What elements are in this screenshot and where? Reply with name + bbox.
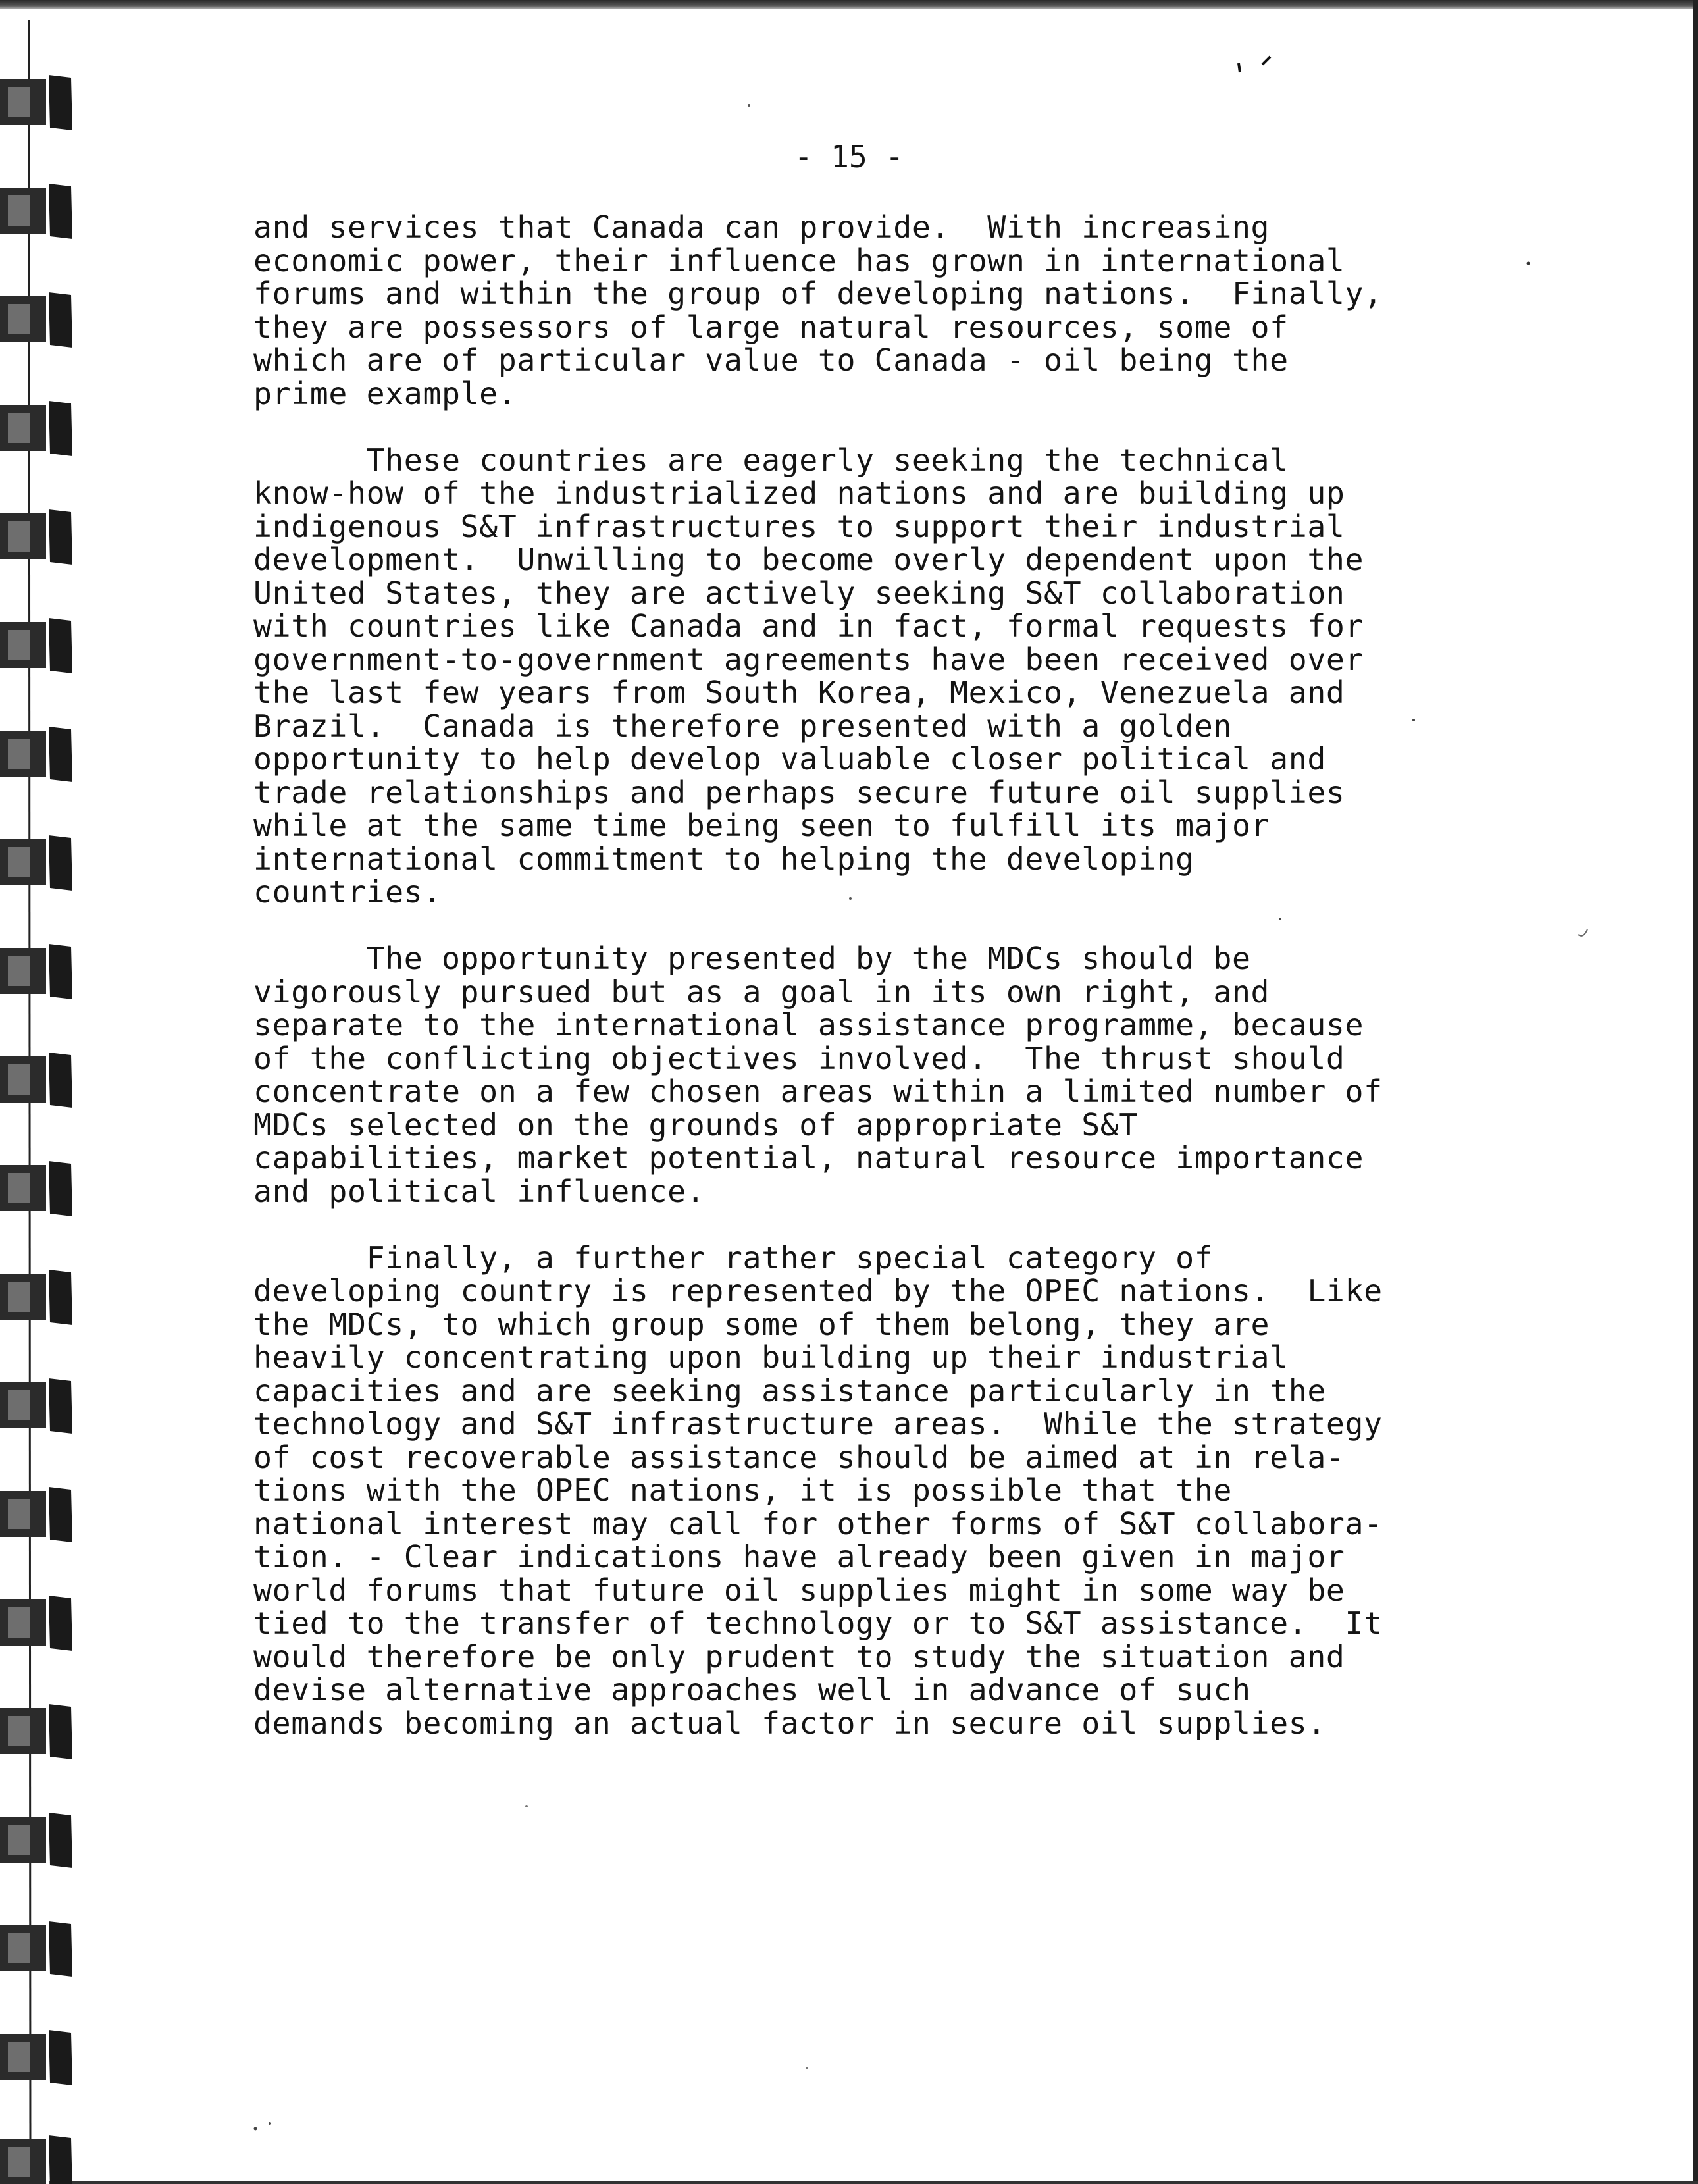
text-line: The opportunity presented by the MDCs should be [253, 941, 1251, 976]
text-line: United States, they are actively seeking S&T collaboration [253, 575, 1345, 611]
binding-ring [0, 1487, 72, 1542]
text-line: would therefore be only prudent to study the situation and [253, 1638, 1345, 1675]
text-line: which are of particular value to Canada - oil being the [253, 342, 1289, 378]
binding-ring [0, 184, 72, 239]
binding-ring [0, 1704, 72, 1759]
text-line: international commitment to helping the developing [253, 841, 1195, 877]
binding-ring [0, 2030, 72, 2085]
binding-ring [0, 75, 72, 130]
binding-ring [0, 727, 72, 782]
text-line: economic power, their influence has grown in international [253, 242, 1345, 278]
text-line: know-how of the industrialized nations and are building up [253, 475, 1345, 511]
document-body [253, 211, 1688, 1773]
binding-ring [0, 2135, 72, 2184]
binding-ring [0, 1161, 72, 1216]
text-line: prime example. [253, 375, 517, 411]
text-line: tied to the transfer of technology or to S&T assistance. It [253, 1605, 1383, 1641]
binding-ring [0, 1378, 72, 1434]
text-line: MDCs selected on the grounds of appropriate S&T [253, 1106, 1138, 1143]
speck-mark [269, 2122, 271, 2125]
text-line: vigorously pursued but as a goal in its own right, and [253, 974, 1270, 1010]
text-line: the MDCs, to which group some of them belong, they are [253, 1306, 1270, 1342]
text-line: and political influence. [253, 1173, 706, 1209]
paragraph-4 [253, 1241, 1688, 1740]
text-line: while at the same time being seen to fulfill its major [253, 808, 1270, 843]
speck-mark [254, 2127, 257, 2131]
text-line: separate to the international assistance programme, because [253, 1007, 1364, 1043]
text-line: Brazil. Canada is therefore presented with a golden [253, 708, 1232, 744]
text-line: demands becoming an actual factor in secure oil supplies. [253, 1705, 1326, 1741]
binding-rings-graphic [0, 0, 79, 2184]
text-line: tions with the OPEC nations, it is possible that the [253, 1472, 1232, 1508]
text-line: tion. - Clear indications have already been given in major [253, 1539, 1345, 1574]
text-line: Finally, a further rather special category of [253, 1239, 1214, 1276]
text-line: devise alternative approaches well in advance of such [253, 1672, 1251, 1707]
binding-ring [0, 401, 72, 456]
binding-ring [0, 618, 72, 673]
scan-top-border [0, 0, 1698, 9]
text-line: developing country is represented by the OPEC nations. Like [253, 1273, 1383, 1309]
text-line: These countries are eagerly seeking the technical [253, 442, 1289, 478]
text-line: national interest may call for other forms of S&T collabora- [253, 1505, 1383, 1542]
text-line: trade relationships and perhaps secure future oil supplies [253, 774, 1345, 810]
text-line: forums and within the group of developing nations. Finally, [253, 276, 1383, 311]
text-line: government-to-government agreements have been received over [253, 641, 1364, 677]
paragraph-2 [253, 444, 1688, 909]
binding-ring [0, 1596, 72, 1651]
text-line: development. Unwilling to become overly dependent upon the [253, 542, 1364, 577]
paragraph-3 [253, 942, 1688, 1208]
text-line: the last few years from South Korea, Mexico, Venezuela and [253, 675, 1345, 710]
speck-mark [1262, 57, 1270, 65]
text-line: heavily concentrating upon building up their industrial [253, 1339, 1289, 1375]
paragraph-1 [253, 211, 1688, 410]
spiral-binding [0, 0, 79, 2184]
page-number: - 15 - [794, 139, 904, 174]
text-line: concentrate on a few chosen areas within a limited number of [253, 1074, 1383, 1109]
text-line: indigenous S&T infrastructures to support their industrial [253, 508, 1345, 544]
scan-right-edge [1693, 0, 1698, 2184]
speck-mark [806, 2067, 808, 2069]
text-line: of cost recoverable assistance should be aimed at in rela- [253, 1439, 1345, 1475]
binding-ring [0, 292, 72, 348]
text-line: world forums that future oil supplies might in some way be [253, 1572, 1345, 1608]
speck-mark [748, 104, 750, 107]
speck-mark [525, 1805, 528, 1807]
text-line: capabilities, market potential, natural resource importance [253, 1140, 1364, 1176]
binding-ring [0, 1813, 72, 1868]
binding-ring [0, 944, 72, 999]
binding-ring [0, 509, 72, 565]
speck-mark [1239, 63, 1240, 72]
text-line: capacities and are seeking assistance particularly in the [253, 1372, 1326, 1409]
binding-ring [0, 1053, 72, 1108]
binding-ring [0, 1921, 72, 1977]
text-line: technology and S&T infrastructure areas. While the strategy [253, 1406, 1383, 1442]
text-line: opportunity to help develop valuable closer political and [253, 741, 1326, 777]
binding-ring [0, 1270, 72, 1325]
text-line: with countries like Canada and in fact, formal requests for [253, 608, 1364, 644]
text-line: they are possessors of large natural resources, some of [253, 309, 1289, 345]
text-line: of the conflicting objectives involved. The thrust should [253, 1040, 1345, 1076]
text-line: countries. [253, 874, 442, 910]
scan-bottom-edge [0, 2181, 1698, 2184]
text-line: and services that Canada can provide. With increasing [253, 209, 1270, 245]
binding-ring [0, 835, 72, 891]
